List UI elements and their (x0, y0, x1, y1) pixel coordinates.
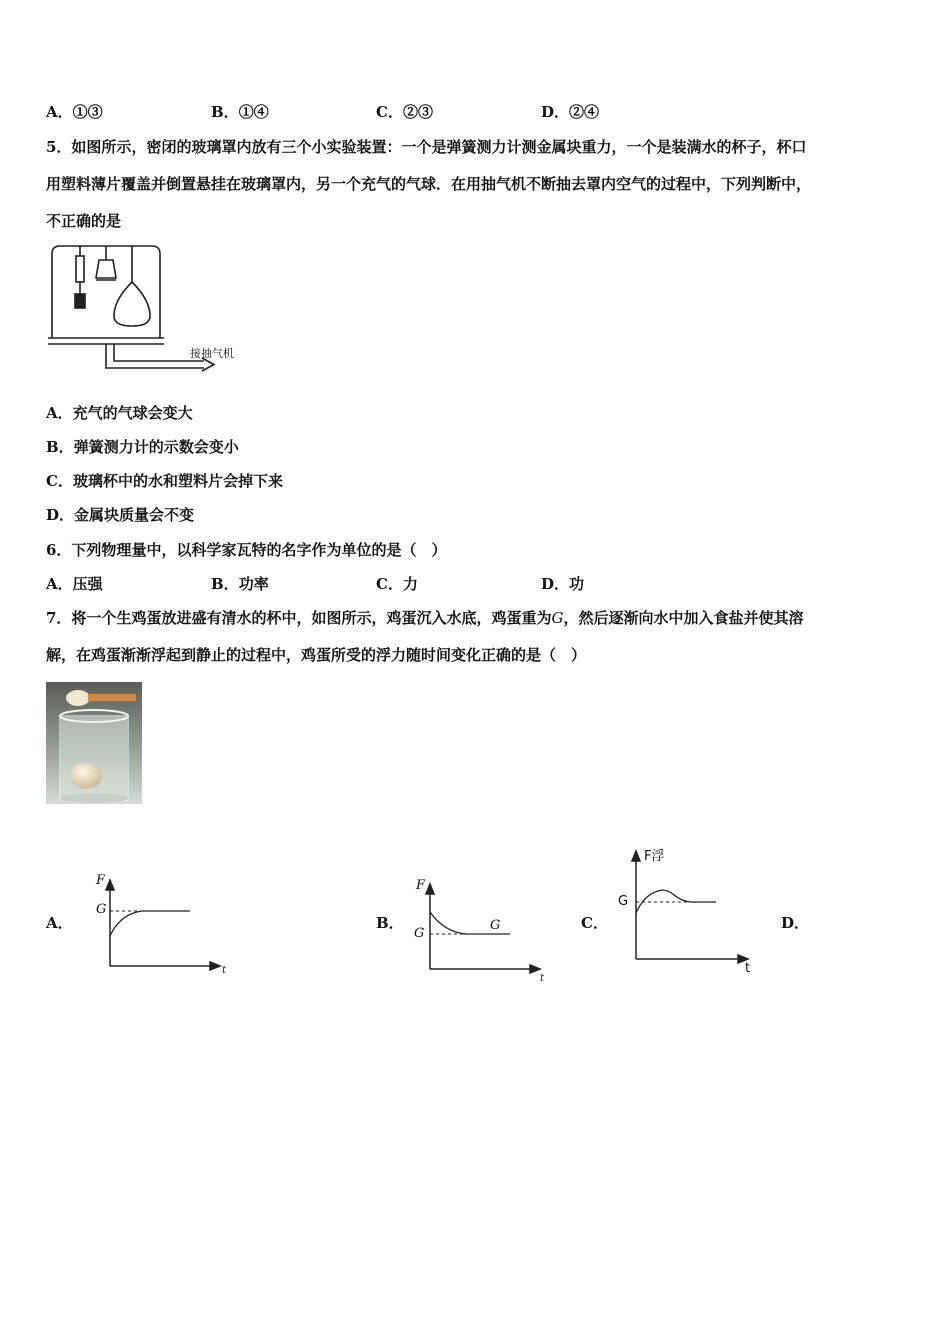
q7-option-c: C． (581, 914, 608, 932)
egg-in-glass-photo (46, 682, 142, 804)
q7-stem-line1: 7．将一个生鸡蛋放进盛有清水的杯中，如图所示，鸡蛋沉入水底，鸡蛋重为G，然后逐渐向水中加入食盐并使其溶 (46, 609, 804, 627)
q7-stem-line2: 解，在鸡蛋渐渐浮起到静止的过程中，鸡蛋所受的浮力随时间变化正确的是（ ） (46, 646, 587, 664)
graph-b-x-label: t (540, 973, 545, 984)
q5-option-b: B．弹簧测力计的示数会变小 (46, 438, 239, 456)
q4-option-a: A．①③ (46, 103, 103, 121)
q7-option-d: D． (781, 914, 810, 932)
graph-b-g-label-left: G (414, 926, 425, 941)
graph-a-g-label: G (96, 902, 107, 917)
q6-option-c: C．力 (376, 575, 418, 593)
q5-option-d: D．金属块质量会不变 (46, 506, 195, 524)
graph-c-g-label: G (618, 894, 629, 909)
graph-b-y-label: F (416, 878, 426, 893)
graph-c-x-label: t (745, 961, 751, 976)
q4-option-c: C．②③ (376, 103, 433, 121)
q6-option-a: A．压强 (46, 575, 103, 593)
graph-c-y-label: F浮 (644, 849, 665, 864)
graph-a (90, 870, 240, 980)
q6-stem: 6．下列物理量中，以科学家瓦特的名字作为单位的是（ ） (46, 541, 447, 559)
q5-option-a: A．充气的气球会变大 (46, 404, 193, 422)
q7-option-a: A． (46, 914, 73, 932)
vacuum-pump-label: 接抽气机 (190, 347, 234, 360)
q5-stem-line2: 用塑料薄片覆盖并倒置悬挂在玻璃罩内，另一个充气的气球．在用抽气机不断抽去罩内空气的过程中，下列判断中， (46, 175, 812, 193)
graph-b (410, 870, 560, 985)
q5-stem-line1: 5．如图所示，密闭的玻璃罩内放有三个小实验装置：一个是弹簧测力计测金属块重力，一个是装满水的杯子，杯口 (46, 138, 807, 156)
graph-b-g-label-right: G (490, 918, 501, 933)
q7-option-b: B． (376, 914, 404, 932)
q4-option-d: D．②④ (541, 103, 600, 121)
q6-option-d: D．功 (541, 575, 585, 593)
q4-option-b: B．①④ (211, 103, 269, 121)
q5-option-c: C．玻璃杯中的水和塑料片会掉下来 (46, 472, 283, 490)
q6-option-b: B．功率 (211, 575, 269, 593)
graph-a-x-label: t (222, 965, 227, 976)
graph-c (610, 845, 760, 970)
graph-a-y-label: F (96, 873, 106, 888)
q5-stem-line3: 不正确的是 (46, 212, 122, 230)
